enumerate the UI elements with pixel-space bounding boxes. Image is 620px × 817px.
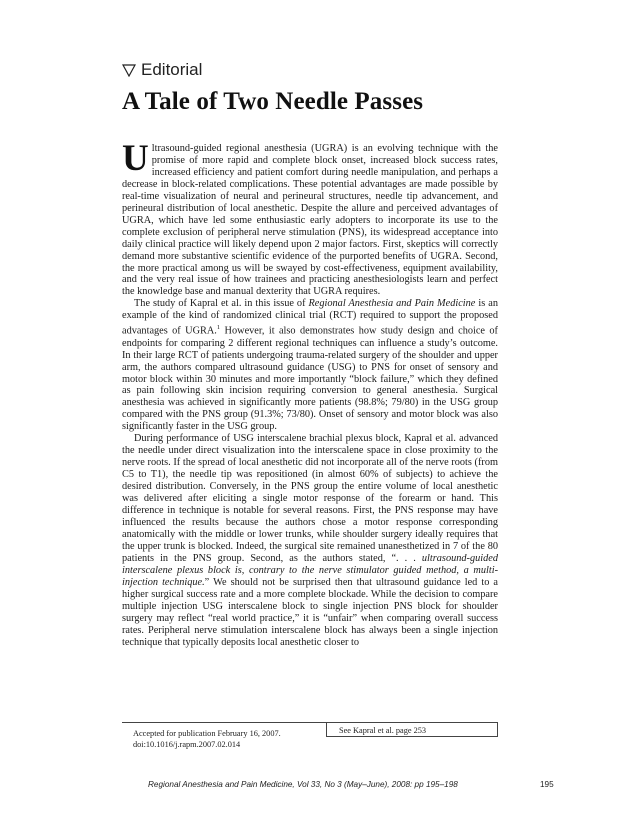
paragraph-3-text-b: ” We should not be surprised then that ultrasound guidance led to a higher surgical success rate and a more complete blockade. While the decision to compare multiple injection USG interscalene block to single injection PNS block for shoulder surgery may reflect “real world practice,” it is “unfair” when comparing overall success rates. Peripheral nerve stimulation interscalene block has always been a single injection technique that typically deposits local anesthetic closer to (122, 576, 498, 648)
page-number: 195 (540, 780, 554, 789)
author-quote: ultrasound-guided interscalene plexus block is, contrary to the nerve stimulator guided method, a multi-injection technique. (122, 552, 498, 588)
paragraph-1-text: ltrasound-guided regional anesthesia (UGRA) is an evolving technique with the promise of more rapid and complete block onset, increased block success rates, increased efficiency and patient comfort during needle manipulation, and perhaps a decrease in block-related complications. These potential advantages are made possible by real-time visualization of neural and perineural structures, needle tip advancement, and perineural distribution of local anesthetic. Despite the allure and perceived advantages of UGRA, which have led some enthusiastic early adopters to incorporate its use to the complete exclusion of peripheral nerve stimulation (PNS), its widespread acceptance into daily clinical practice will likely depend upon 2 major factors. First, skeptics will correctly demand more substantive scientific evidence of the purported benefits of UGRA. Second, the more practical among us will be swayed by cost-effectiveness, equipment availability, and the very real issue of how trainees and practicing anesthesiologists learn and perfect the knowledge base and manual dexterity that UGRA requires. (122, 143, 498, 298)
paragraph-3-text-a: During performance of USG interscalene brachial plexus block, Kapral et al. advanced the needle under direct visualization into the interscalene space in close proximity to the nerve roots. If the spread of local anesthetic did not incorporate all of the nerve roots (from C5 to T1), the needle tip was repositioned (in almost 60% of subjects) to achieve the desired distribution. Conversely, in the PNS group the entire volume of local anesthetic was delivered after eliciting a single motor response of the forearm or hand. This difference in technique is notable for several reasons. First, the PNS response may have influenced the results because the authors chose a motor response corresponding anatomically with the middle or lower trunks, while shoulder surgery ideally requires that the upper trunk is blocked. Indeed, the surgical site remained unanesthetized in 7 of the 80 patients in the PNS group. Second, as the authors stated, “. . . (122, 433, 498, 564)
drop-cap: U (122, 138, 149, 179)
reference-1[interactable]: 1 (216, 324, 221, 332)
article-body (122, 138, 498, 648)
article-title: A Tale of Two Needle Passes (122, 88, 424, 115)
journal-name: Regional Anesthesia and Pain Medicine (308, 298, 476, 310)
section-label (122, 60, 202, 80)
paragraph-2 (122, 298, 498, 433)
see-kapral-link[interactable]: See Kapral et al. page 253 (326, 722, 498, 737)
doi-link[interactable]: doi:10.1016/j.rapm.2007.02.014 (133, 739, 241, 749)
down-triangle-icon (122, 64, 136, 77)
paragraph-2-text-c: However, it also demonstrates how study design and choice of endpoints for comparing 2 different regional techniques can influence a study’s outcome. In their large RCT of patients undergoing trauma-related surgery of the shoulder and upper arm, the authors compared ultrasound guidance (USG) to PNS for onset of sensory and motor block within 30 minutes and more importantly “block failure,” which they defined as pain following skin incision requiring conversion to general anesthesia. Surgical anesthesia was achieved in significantly more patients (98.8%; 79/80) in the USG group compared with the PNS group (91.3%; 73/80). Onset of sensory and motor block was also significantly faster in the USG group. (122, 325, 498, 433)
paragraph-1 (122, 138, 498, 298)
journal-citation-footer: Regional Anesthesia and Pain Medicine, Vol 33, No 3 (May–June), 2008: pp 195–198 (148, 780, 458, 789)
accepted-date: Accepted for publication February 16, 2007. (133, 729, 281, 738)
paragraph-2-text-a: The study of Kapral et al. in this issue of (134, 298, 309, 310)
acceptance-note (133, 729, 281, 750)
section-label-text: Editorial (141, 60, 203, 79)
paragraph-3 (122, 433, 498, 648)
footnote-area (122, 722, 498, 759)
paragraph-2-text-b: is an example of the kind of randomized clinical trial (RCT) required to support the proposed advantages of UGRA. (122, 298, 498, 337)
